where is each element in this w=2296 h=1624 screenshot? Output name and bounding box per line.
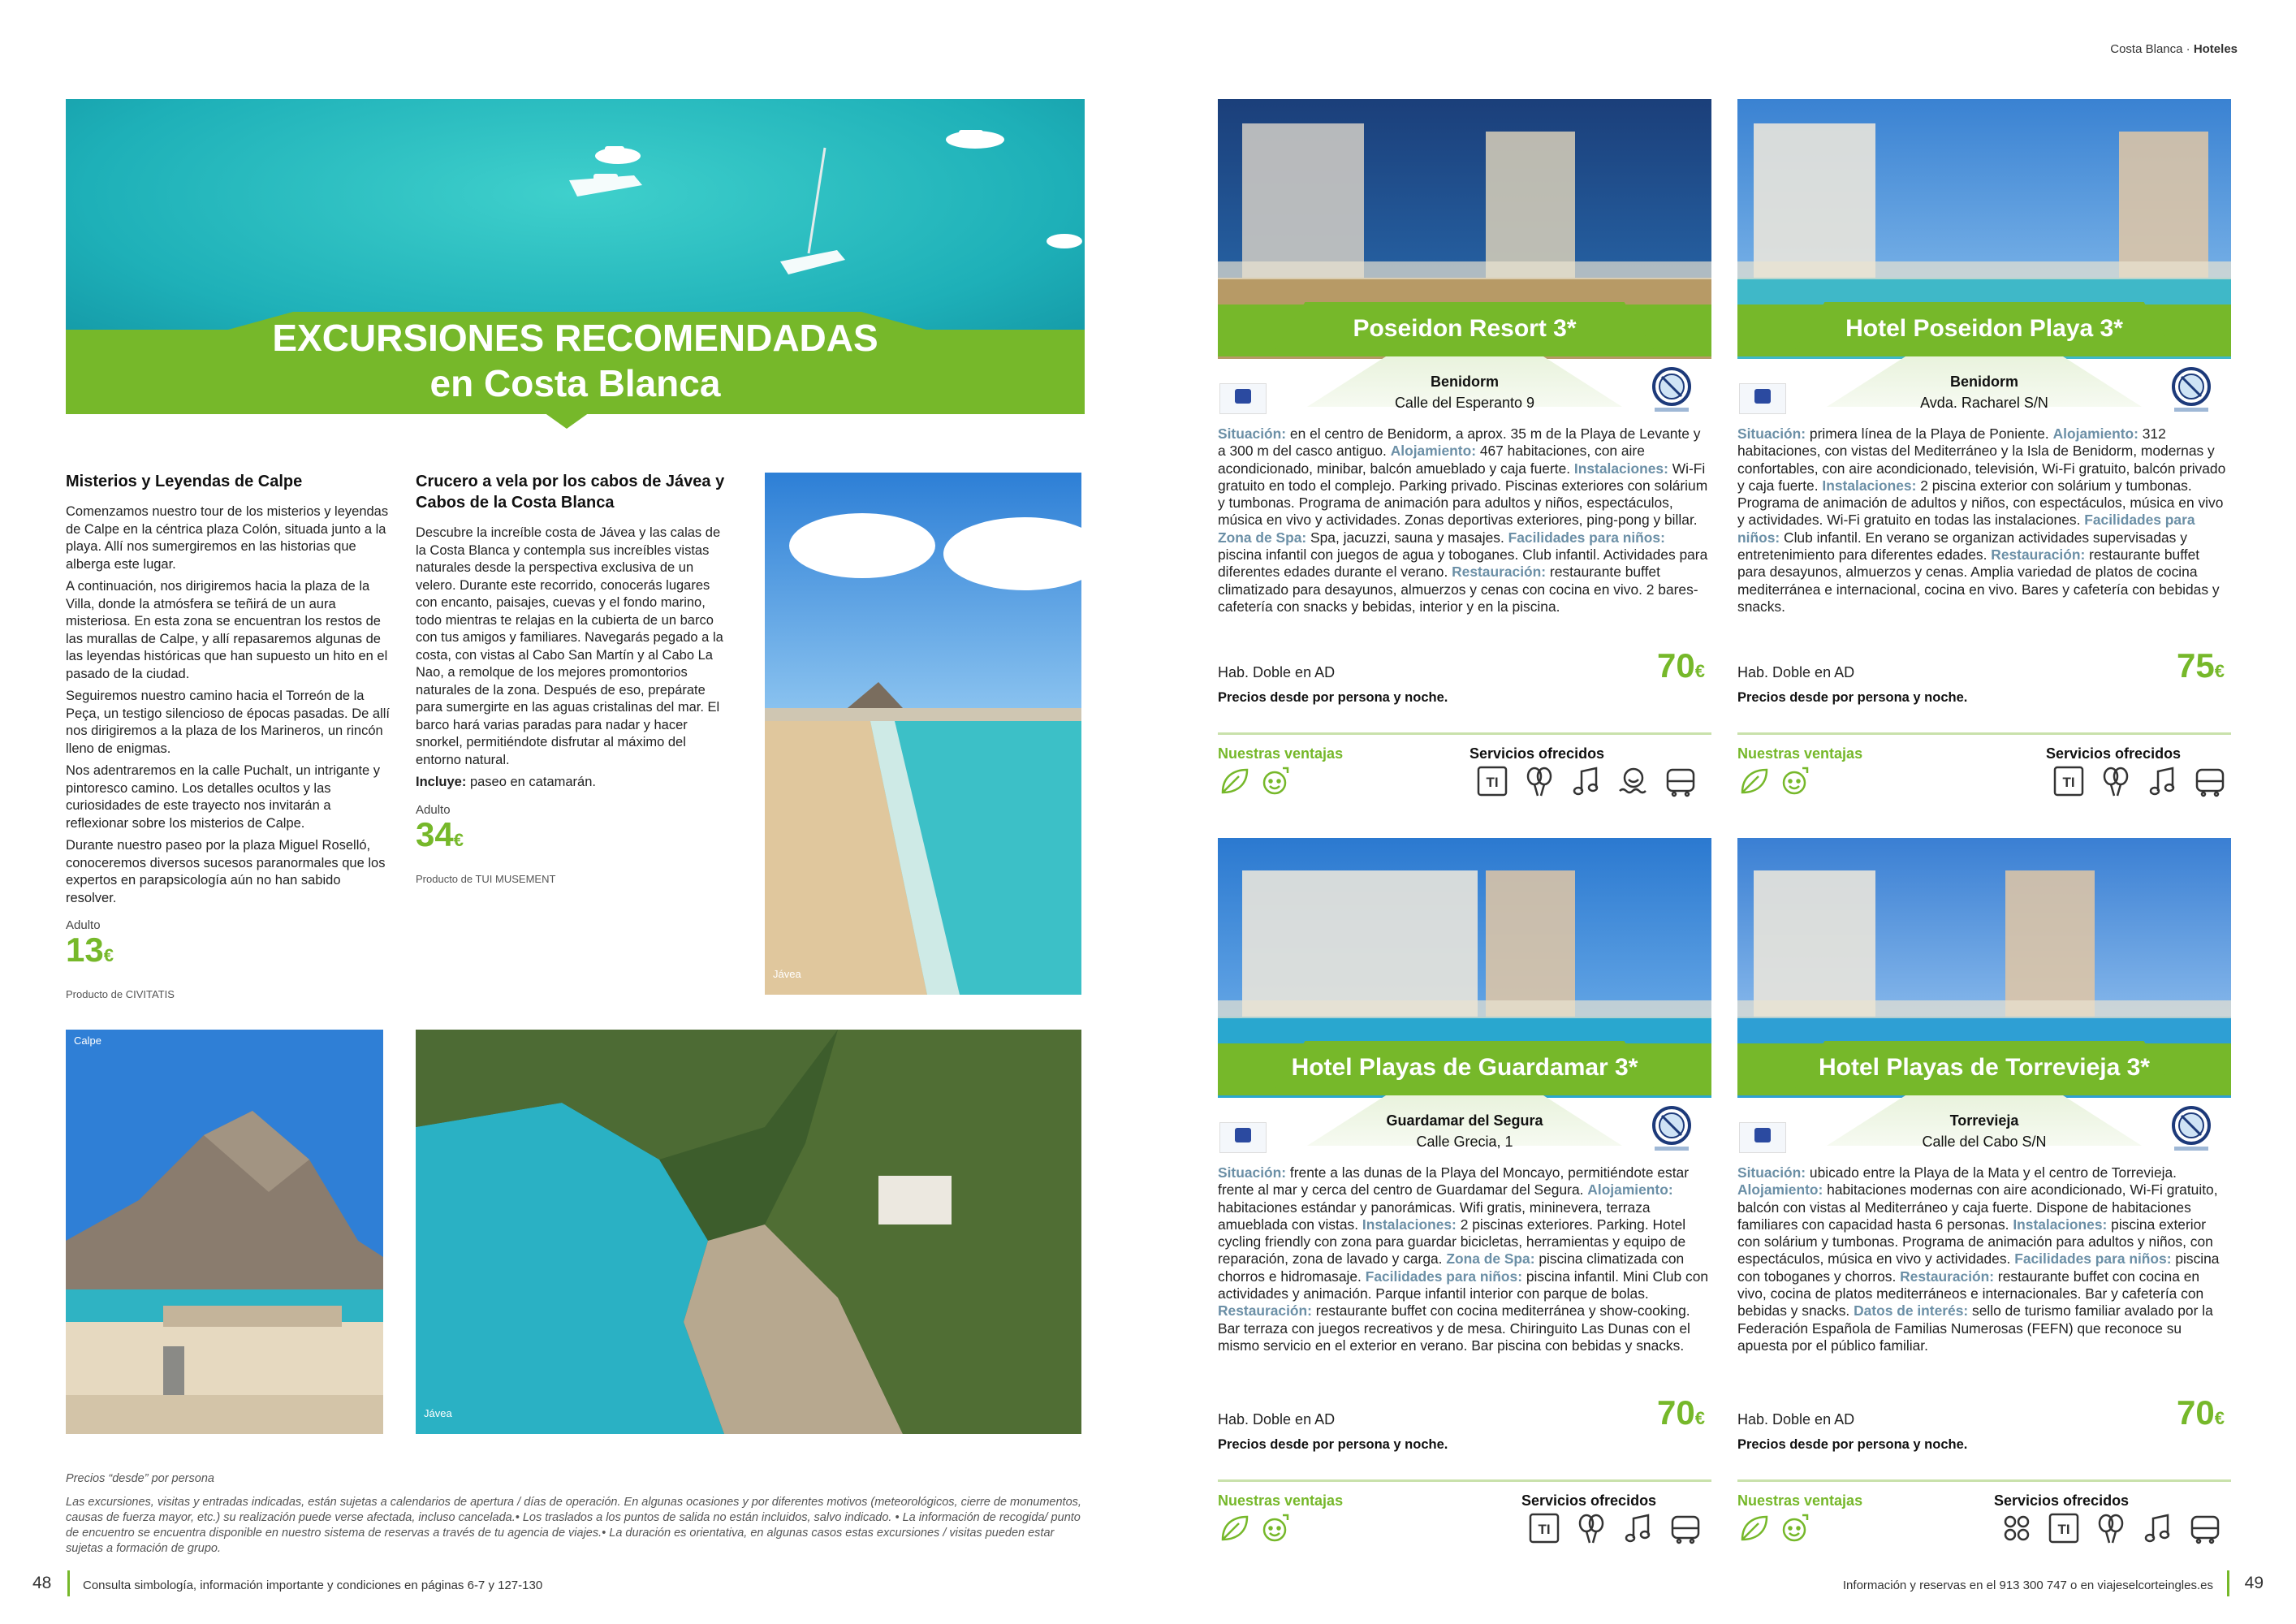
hotel-city: Guardamar del Segura (1386, 1112, 1543, 1129)
ti-icon (1528, 1512, 1560, 1544)
hotel-description (1737, 1164, 2231, 1354)
desc-text: piscina exterior con solárium y tumbonas. Programa de animación para adultos y niños, con espectáculos, música en vivo y actividades. (1737, 1216, 2213, 1268)
excursion-title: Crucero a vela por los cabos de Jávea y Cabos de la Costa Blanca (416, 473, 725, 512)
hotel-price: 70€ (2177, 1393, 2225, 1432)
desc-text: restaurante buffet climatizado para desayunos, almuerzos y cenas con cocina en vivo. 2 bares-cafetería con snacks y bebidas, interior y en la piscina. (1218, 564, 1698, 615)
leaf-icon (1218, 1512, 1250, 1544)
desc-keyword: Restauración: (1900, 1268, 1995, 1285)
divider (1737, 732, 2231, 735)
music-icon (1622, 1512, 1655, 1544)
footnote-title: Precios “desde” por persona (66, 1472, 214, 1485)
desc-text: piscina infantil. Mini Club con actividades y animación. Parque infantil interior con parque de bolas. (1218, 1268, 1709, 1302)
desc-keyword: Alojamiento: (1587, 1181, 1673, 1199)
excursions-banner (66, 99, 1085, 414)
product-provider: Producto de TUI MUSEMENT (416, 872, 556, 885)
calpe-photo (66, 1030, 383, 1434)
desc-keyword: Zona de Spa: (1218, 529, 1307, 546)
excursion-title: Misterios y Leyendas de Calpe (66, 473, 303, 490)
music-icon (1570, 765, 1603, 797)
footer-bar (67, 1570, 70, 1596)
desc-text: primera línea de la Playa de Poniente. (1806, 425, 2053, 442)
desc-text: Spa, jacuzzi, sauna y masajes. (1306, 529, 1508, 546)
advantages-label: Nuestras ventajas (1218, 745, 1344, 762)
desc-keyword: Instalaciones: (2013, 1216, 2108, 1233)
price-note: Precios desde por persona y noche. (1737, 690, 1968, 705)
footer-left-text: Consulta simbología, información importante y condiciones en páginas 6-7 y 127-130 (83, 1579, 543, 1592)
excursion-paragraph: Descubre la increíble costa de Jávea y las calas de la Costa Blanca y contempla sus increíbles vistas naturales desde la perspectiva exclusiva de un velero. Durante este recorrido, conocerás lugares con encanto, paisajes, cuevas y el fondo marino, todo mientras te relajas en la cubierta de un barco con tus amigos y familiares. Navegarás pegado a la costa, con vistas al Cabo San Martín y al Cabo La Nao, a remolque de los mejores promontorios naturales de la zona. Después de eso, prepárate para sumergirte en las aguas cristalinas del mar. El barco hará varias paradas para nadar y hacer snorkel, permitiéndote disfrutar al máximo del entorno natural. (416, 525, 723, 767)
hotel-description (1218, 425, 1711, 615)
hotel-price: 75€ (2177, 646, 2225, 685)
excursion-paragraph: Comenzamos nuestro tour de los misterios y leyendas de Calpe en la céntrica plaza Colón, situada junto a la playa. Allí nos sumergiremos en las historias que alberga este lugar. (66, 504, 389, 572)
services-label: Servicios ofrecidos (1521, 1492, 1657, 1509)
desc-text: sello de turismo familiar avalado por la Federación Española de Familias Numerosas (FEFN) que reconoce su apuesta por el público familiar. (1737, 1302, 2213, 1354)
desc-keyword: Restauración: (1991, 546, 2086, 564)
desc-keyword: Instalaciones: (1362, 1216, 1457, 1233)
hotel-city: Benidorm (1949, 374, 2018, 390)
desc-text: 467 habitaciones, con aire acondicionado, minibar, balcón amueblado y caja fuerte. (1218, 443, 1645, 477)
desc-text: 2 piscinas exteriores. Parking. Hotel cycling friendly con zona para guardar bicicletas, herramientas y equipo de reparación, zona de lavado y carga. (1218, 1216, 1686, 1268)
hotel-address: Calle del Cabo S/N (1922, 1134, 2047, 1150)
hotel-description (1218, 1164, 1711, 1354)
divider (1737, 1479, 2231, 1482)
balloons-icon (1523, 765, 1556, 797)
hotel-price: 70€ (1657, 1393, 1705, 1432)
desc-text: piscina con toboganes y chorros. (1737, 1250, 2220, 1285)
desc-text: restaurante buffet con cocina en vivo, cocina de platos mediterráneos e internacionales. Bar y cafetería con bebidas y snacks. (1737, 1268, 2204, 1320)
hotel-card (1218, 99, 1711, 911)
divider (1218, 1479, 1711, 1482)
hotel-address: Calle Grecia, 1 (1416, 1134, 1513, 1150)
footer-right-text: Información y reservas en el 913 300 747 o en viajeselcorteingles.es (1842, 1579, 2213, 1592)
desc-text: Wi-Fi gratuito en todo el complejo. Parking privado. Piscinas exteriores con solárium y tumbonas. Programa de animación para adultos y niños, espectáculos, música en vivo y actividades. Zonas deportivas exteriores, ping-pong y billar. (1218, 460, 1708, 529)
excursion-paragraph: Seguiremos nuestro camino hacia el Torreón de la Peça, un testigo silencioso de épocas pasadas. De allí nos dirigiremos a la plaza de los Marineros, un rincón lleno de enigmas. (66, 689, 390, 756)
desc-keyword: Alojamiento: (2052, 425, 2138, 442)
footnote-body: Las excursiones, visitas y entradas indicadas, están sujetas a calendarios de apertura / días de operación. En algunas ocasiones y por diferentes motivos (meteorológicos, cierre de monumentos, causas de fuerza mayor, etc.) su realización puede verse afectada, incluso cancelada.• Los traslados a los puntos de salida no están incluidos, salvo indicado. • La información de recogida/ punto de encuentro se encuentra disponible en nuestro sistema de reservas a través de tu agencia de viajes.• La duración es orientativa, en algunas casos estas excursiones / visitas pueden estar sujetas a formación de grupo. (66, 1496, 1081, 1555)
desc-text: 2 piscina exterior con solárium y tumbonas. Programa de animación de adultos y niños, con espectáculos, música en vivo y actividades. Wi-Fi gratuito en todas las instalaciones. (1737, 477, 2224, 529)
price-note: Precios desde por persona y noche. (1218, 690, 1448, 705)
svg-text:TI: TI (2062, 775, 2075, 790)
excursion-paragraph: Durante nuestro paseo por la plaza Miguel Roselló, conoceremos diversos sucesos paranormales que los expertos en parapsicología aún no han sabido resolver. (66, 838, 386, 905)
hotel-description (1737, 425, 2231, 615)
bus-icon (2189, 1512, 2221, 1544)
child-smile-icon (1260, 765, 1293, 797)
desc-keyword: Zona de Spa: (1446, 1250, 1535, 1268)
desc-keyword: Datos de interés: (1854, 1302, 1969, 1320)
room-type: Hab. Doble en AD (1218, 1411, 1336, 1427)
ti-icon (2052, 765, 2085, 797)
price-label: Adulto (416, 802, 451, 817)
child-smile-icon (1780, 765, 1812, 797)
room-type: Hab. Doble en AD (1737, 664, 1855, 680)
banner-title: EXCURSIONES RECOMENDADAS en Costa Blanca (272, 317, 878, 404)
desc-text: habitaciones modernas con aire acondicionado, Wi-Fi gratuito, balcón con vistas al Mediterráneo y caja fuerte. Dispone de habitaciones familiares con capacidad hasta 6 personas. (1737, 1181, 2218, 1233)
desc-keyword: Alojamiento: (1390, 443, 1476, 460)
desc-keyword: Restauración: (1452, 564, 1547, 581)
child-smile-icon (1780, 1512, 1812, 1544)
excursion-price: 34€ (416, 814, 464, 853)
page-number-left: 48 (32, 1574, 52, 1592)
price-label: Adulto (66, 918, 101, 932)
excursion-paragraph: Nos adentraremos en la calle Puchalt, un intrigante y pintoresco camino. Los detalles ocultos y las curiosidades de este trayecto nos invitarán a reflexionar sobre los misterios de Calpe. (66, 763, 381, 831)
svg-text:TI: TI (1538, 1522, 1551, 1537)
desc-text: piscina climatizada con chorros e hidromasaje. (1218, 1250, 1685, 1285)
room-type: Hab. Doble en AD (1737, 1411, 1855, 1427)
music-icon (2142, 1512, 2174, 1544)
room-type: Hab. Doble en AD (1218, 664, 1336, 680)
ti-icon (1476, 765, 1508, 797)
music-icon (2147, 765, 2179, 797)
desc-text: en el centro de Benidorm, a aprox. 35 m de la Playa de Levante y a 300 m del casco antiguo. (1218, 425, 1701, 460)
svg-text:TI: TI (1486, 775, 1499, 790)
hotel-card (1218, 838, 1711, 1624)
desc-text: ubicado entre la Playa de la Mata y el centro de Torrevieja. (1806, 1164, 2177, 1181)
desc-text: 312 habitaciones, con vistas del Mediterráneo y la Isla de Benidorm, modernas y confortables, con aire acondicionado, televisión, Wi-Fi gratuito, balcón privado y caja fuerte. (1737, 425, 2226, 494)
leaf-icon (1218, 765, 1250, 797)
hotel-price: 70€ (1657, 646, 1705, 685)
hotel-card (1737, 838, 2231, 1624)
desc-text: restaurante buffet para desayunos, almuerzos y cenas. Amplia variedad de platos de cocina mediterránea e internacional, cocina en vivo. Bares y cafetería con bebidas y snacks. (1737, 546, 2220, 615)
desc-keyword: Facilidades para niños: (1365, 1268, 1523, 1285)
bus-icon (1664, 765, 1697, 797)
hotel-city: Benidorm (1430, 374, 1499, 390)
services-label: Servicios ofrecidos (2046, 745, 2182, 762)
desc-keyword: Facilidades para niños: (2014, 1250, 2172, 1268)
desc-keyword: Restauración: (1218, 1302, 1312, 1320)
banner-notch (544, 412, 589, 429)
bus-icon (2194, 765, 2226, 797)
ti-icon (2048, 1512, 2080, 1544)
prices-footnote (66, 1471, 1085, 1557)
excursion-calpe (66, 471, 391, 1000)
hotel-card (1737, 99, 2231, 911)
desc-keyword: Situación: (1737, 425, 1806, 442)
desc-keyword: Instalaciones: (1822, 477, 1917, 494)
excursion-paragraph: A continuación, nos dirigiremos hacia la plaza de la Villa, donde la atmósfera se teñirá de un aura misteriosa. En esta zona se encuentran los restos de las murallas de Calpe, y allí repasaremos algunas de las leyendas históricas que han supuesto un hito en el pasado de la ciudad. (66, 579, 388, 681)
balloons-icon (2100, 765, 2132, 797)
balloons-icon (2095, 1512, 2127, 1544)
services-label: Servicios ofrecidos (1994, 1492, 2130, 1509)
price-note: Precios desde por persona y noche. (1218, 1437, 1448, 1452)
hotel-city: Torrevieja (1949, 1112, 2019, 1129)
hotel-name: Hotel Playas de Torrevieja 3* (1819, 1054, 2150, 1081)
excursion-includes: Incluye: paseo en catamarán. (416, 775, 596, 789)
javea-cove-photo (416, 1030, 1081, 1434)
desc-keyword: Facilidades para niños: (1737, 512, 2195, 546)
desc-keyword: Situación: (1737, 1164, 1806, 1181)
javea-beach-photo (765, 473, 1081, 995)
desc-keyword: Situación: (1218, 1164, 1287, 1181)
photo-caption: Jávea (773, 968, 801, 980)
balloons-icon (1575, 1512, 1608, 1544)
page-number-right: 49 (2244, 1574, 2264, 1592)
family-icon (2000, 1512, 2033, 1544)
hotel-name: Hotel Poseidon Playa 3* (1845, 315, 2123, 342)
hotel-address: Calle del Esperanto 9 (1394, 395, 1535, 411)
excursion-price: 13€ (66, 931, 114, 969)
advantages-label: Nuestras ventajas (1218, 1492, 1344, 1509)
smile-water-icon (1617, 765, 1650, 797)
desc-text: restaurante buffet con cocina mediterránea y show-cooking. Bar terraza con juegos recreativos y de mesa. Chiringuito Las Dunas con el mismo servicio en el exterior en verano. Bar piscina con bebidas y snacks. (1218, 1302, 1690, 1354)
hotel-name: Hotel Playas de Guardamar 3* (1291, 1054, 1638, 1081)
divider (1218, 732, 1711, 735)
photo-caption: Calpe (74, 1034, 101, 1047)
desc-keyword: Alojamiento: (1737, 1181, 1823, 1199)
bus-icon (1669, 1512, 1702, 1544)
desc-keyword: Instalaciones: (1573, 460, 1668, 477)
desc-text: habitaciones estándar y panorámicas. Wifi gratis, mininevera, terraza amueblada con vistas. (1218, 1199, 1651, 1233)
desc-text: frente a las dunas de la Playa del Moncayo, permitiéndote estar frente al mar y cerca del centro de Guardamar del Segura. (1218, 1164, 1689, 1199)
hotel-name: Poseidon Resort 3* (1353, 315, 1577, 342)
hotel-address: Avda. Racharel S/N (1920, 395, 2048, 411)
excursion-javea (416, 471, 734, 885)
advantages-label: Nuestras ventajas (1737, 1492, 1863, 1509)
leaf-icon (1737, 765, 1770, 797)
product-provider: Producto de CIVITATIS (66, 988, 175, 1000)
child-smile-icon (1260, 1512, 1293, 1544)
desc-text: Club infantil. En verano se organizan actividades supervisadas y entretenimiento para diferentes edades. (1737, 529, 2187, 564)
advantages-label: Nuestras ventajas (1737, 745, 1863, 762)
price-note: Precios desde por persona y noche. (1737, 1437, 1968, 1452)
photo-caption: Jávea (424, 1407, 452, 1419)
svg-text:TI: TI (2057, 1522, 2070, 1537)
section-header: Costa Blanca · Hoteles (2110, 42, 2238, 56)
desc-keyword: Facilidades para niños: (1508, 529, 1665, 546)
desc-keyword: Situación: (1218, 425, 1287, 442)
desc-text: piscina infantil con juegos de agua y toboganes. Club infantil. Actividades para diferentes edades durante el verano. (1218, 546, 1708, 581)
services-label: Servicios ofrecidos (1470, 745, 1605, 762)
leaf-icon (1737, 1512, 1770, 1544)
